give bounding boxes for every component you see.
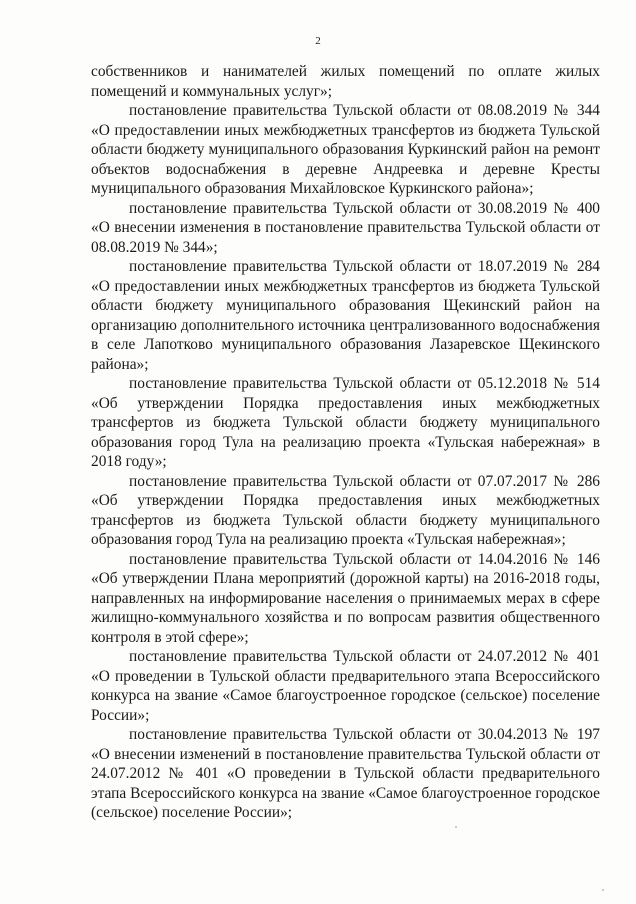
paragraph: постановление правительства Тульской области от 18.07.2019 № 284 «О предоставлении иных межбюджетных трансфертов из бюджета Тульской области бюджету муниципального образования Щекинский район на организацию дополнительного источника централизованного водоснабжения в селе Лапотково муниципального образования Лазаревское Щекинского района»; <box>91 258 600 373</box>
paragraph: постановление правительства Тульской области от 05.12.2018 № 514 «Об утверждении Порядка предоставления иных межбюджетных трансфертов из бюджета Тульской области бюджету муниципального образования город Тула на реализацию проекта «Тульская набережная» в 2018 году»; <box>91 375 600 470</box>
scan-speck <box>455 826 457 828</box>
paragraph: постановление правительства Тульской области от 30.08.2019 № 400 «О внесении изменения в постановление правительства Тульской области от 08.08.2019 № 344»; <box>91 199 600 256</box>
document-body <box>91 62 600 823</box>
paragraph: постановление правительства Тульской области от 14.04.2016 № 146 «Об утверждении Плана мероприятий (дорожной карты) на 2016-2018 годы, направленных на информирование населения о принимаемых мерах в сфере жилищно-коммунального хозяйства и по вопросам развития общественного контроля в этой сфере»; <box>91 550 600 646</box>
page-number: 2 <box>315 35 321 47</box>
paragraph: постановление правительства Тульской области от 30.04.2013 № 197 «О внесении изменений в постановление правительства Тульской области от 24.07.2012 № 401 «О проведении в Тульской области предварительного этапа Всероссийского конкурса на звание «Самое благоустроенное городское (сельское) поселение России»; <box>91 726 600 821</box>
paragraph: постановление правительства Тульской области от 24.07.2012 № 401 «О проведении в Тульской области предварительного этапа Всероссийского конкурса на звание «Самое благоустроенное городское (сельское) поселение России»; <box>91 648 600 724</box>
scan-speck <box>602 889 604 891</box>
paragraph: собственников и нанимателей жилых помещений по оплате жилых помещений и коммунальных услуг»; <box>91 63 600 100</box>
paragraph: постановление правительства Тульской области от 07.07.2017 № 286 «Об утверждении Порядка предоставления иных межбюджетных трансфертов из бюджета Тульской области бюджету муниципального образования город Тула на реализацию проекта «Тульская набережная»; <box>91 472 600 548</box>
paragraph: постановление правительства Тульской области от 08.08.2019 № 344 «О предоставлении иных межбюджетных трансфертов из бюджета Тульской области бюджету муниципального образования Куркинский район на ремонт объектов водоснабжения в деревне Андреевка и деревне Кресты муниципального образования Михайловское Куркинского района»; <box>91 102 600 197</box>
